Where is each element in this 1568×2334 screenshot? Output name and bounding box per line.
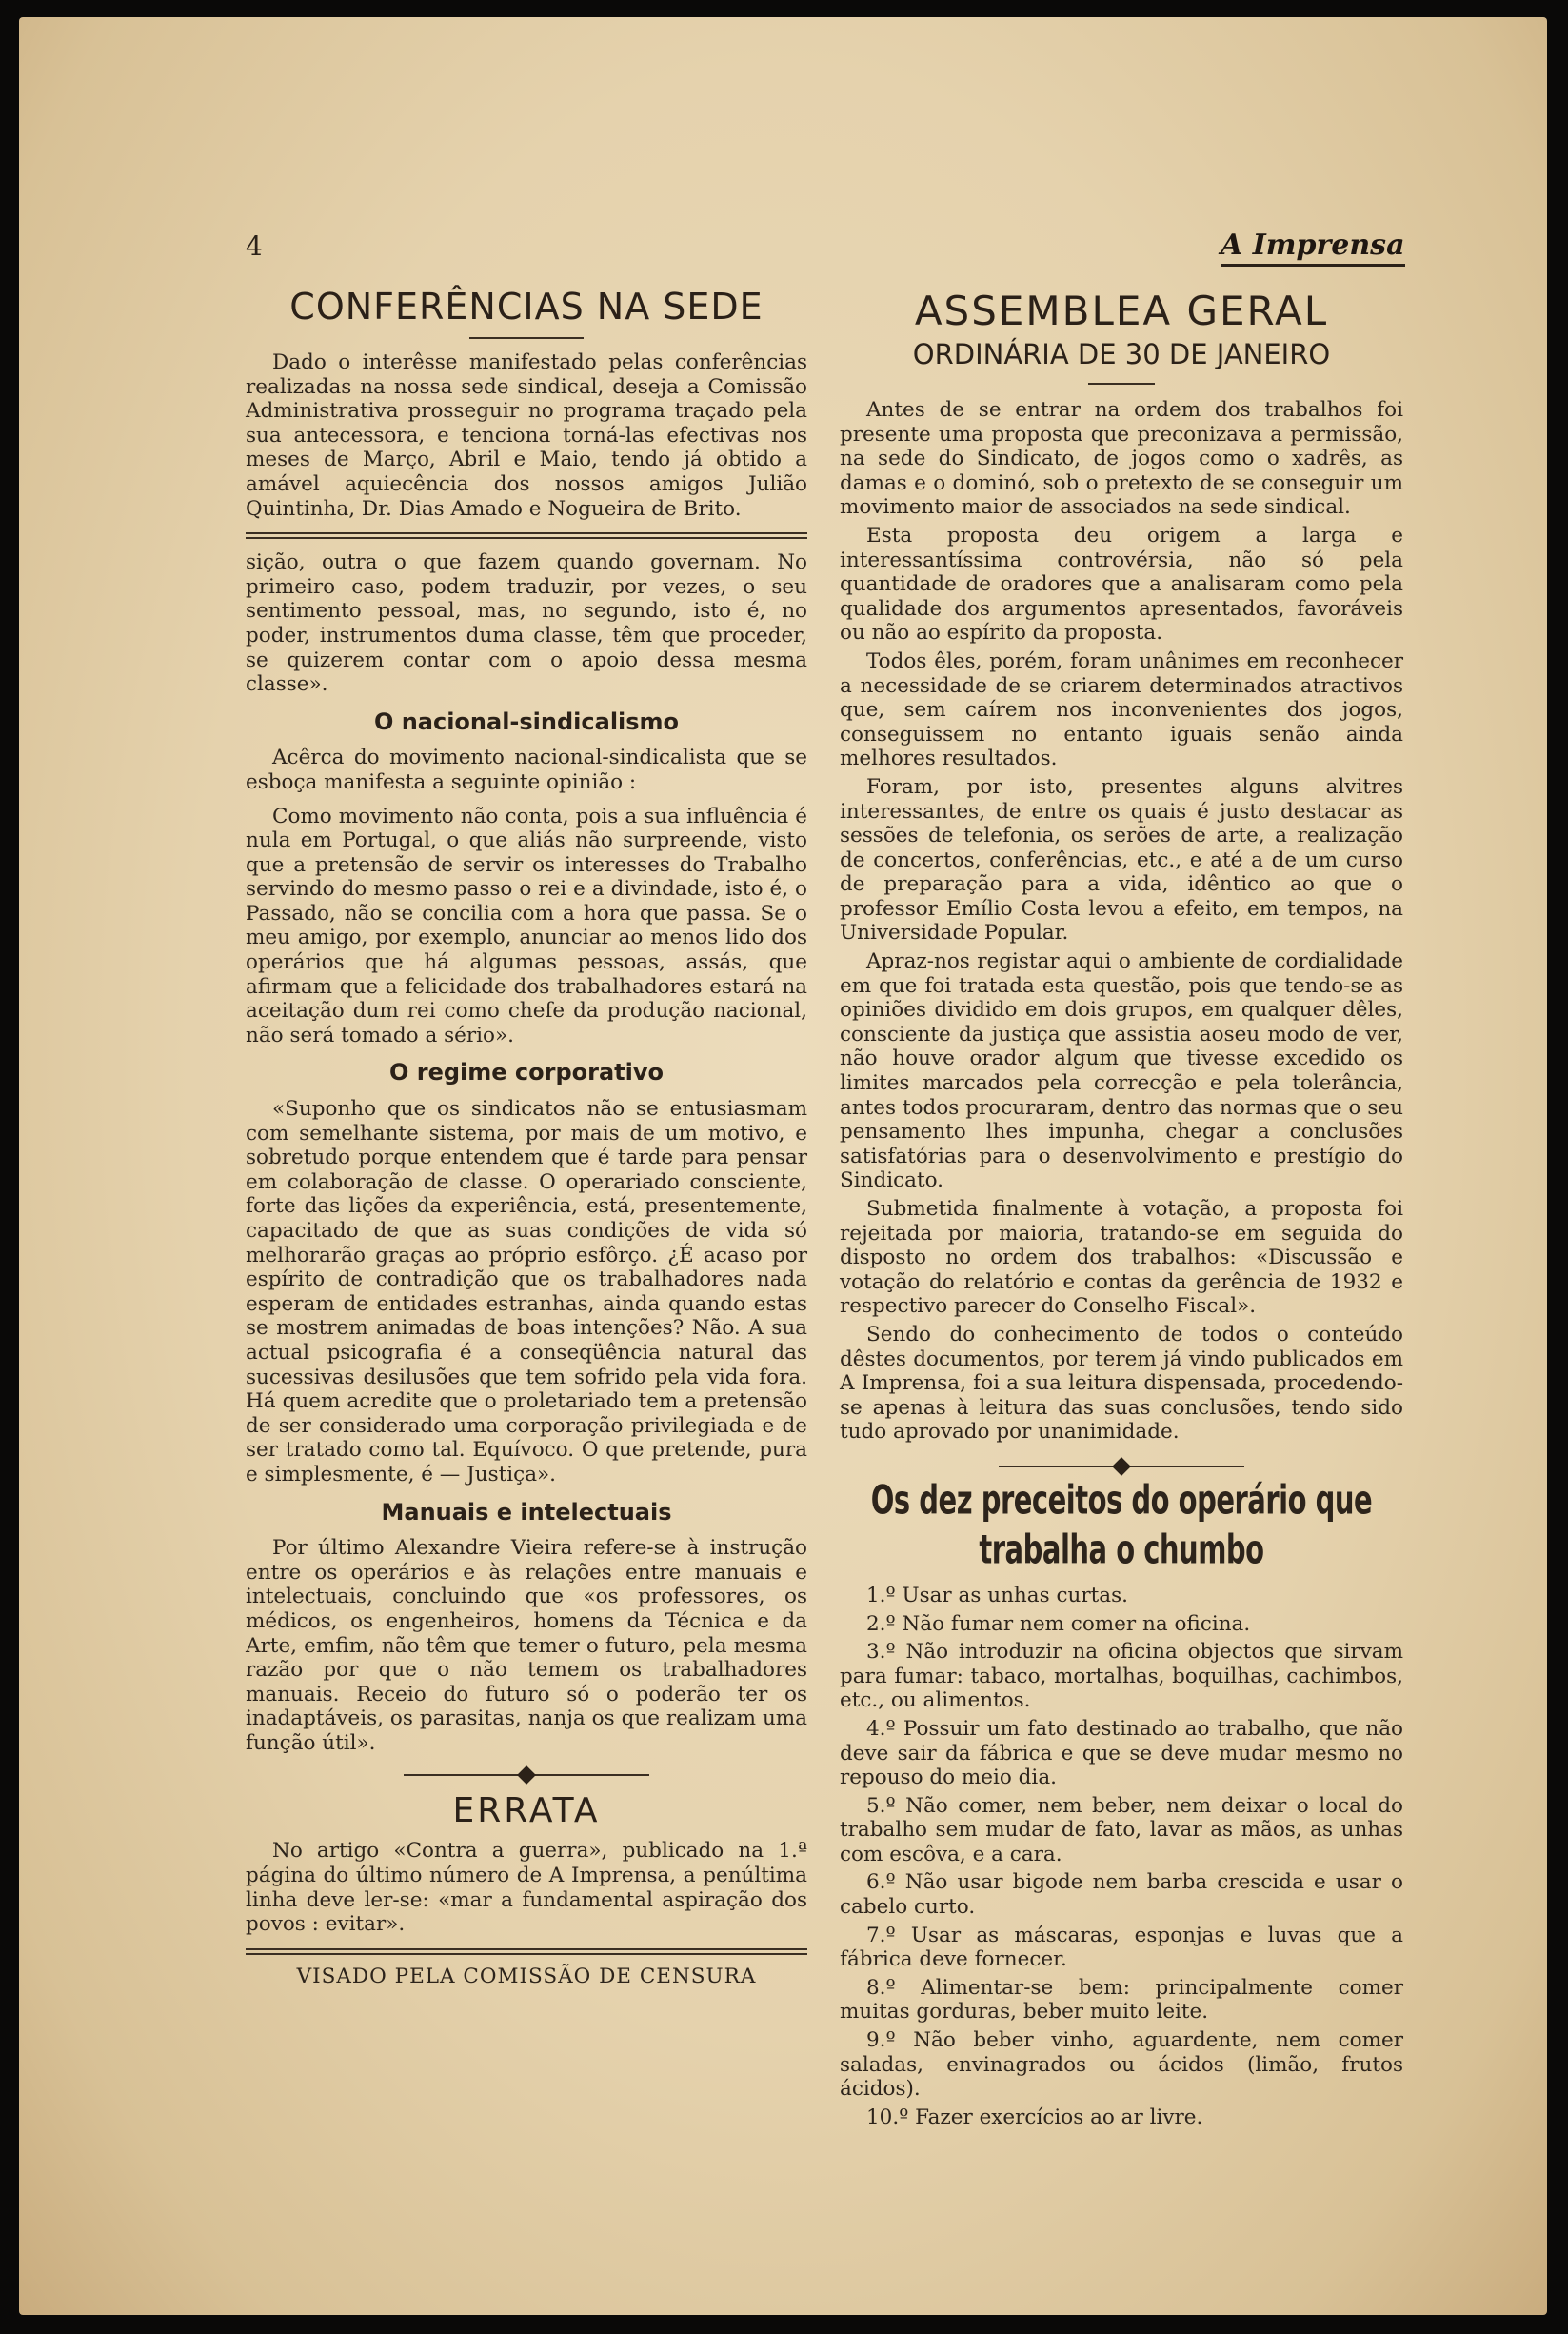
- masthead: A Imprensa: [1221, 229, 1405, 267]
- double-rule: [246, 1948, 807, 1955]
- right-column: [840, 288, 1403, 2133]
- left-column: [246, 286, 807, 1988]
- censorship-notice: VISADO PELA COMISSÃO DE CENSURA: [296, 1964, 757, 1988]
- rule-item: 10.º Fazer exercícios ao ar livre.: [866, 2105, 1203, 2129]
- assembly-report: [840, 398, 1403, 1445]
- assembly-paragraph: Todos êles, porém, foram unânimes em reconhecer a necessidade de se criarem determinados atractivos que, sem caírem nos inconvenientes dos jogos, conseguissem no entanto iguais senão ainda melhores resultados.: [840, 648, 1403, 771]
- rule-item: 1.º Usar as unhas curtas.: [866, 1583, 1128, 1607]
- rule-item: 9.º Não beber vinho, aguardente, nem comer saladas, envinagrados ou ácidos (limão, frutos ácidos).: [840, 2028, 1403, 2102]
- paragraph: «Suponho que os sindicatos não se entusiasmam com semelhante sistema, por mais de um motivo, e sobretudo porque entendem que é tarde para pensar em colaboração de classe. O operariado consciente, forte das lições da experiência, está, presentemente, capacitado de que as suas condições de vida só melhorarão graças ao próprio esfôrço. ¿É acaso por espírito de contradição que os trabalhadores nada esperam de entidades estranhas, ainda quando estas se mostrem animadas de boas intenções? Não. A sua actual psicografia é a conseqüência natural das sucessivas desilusões que tem sofrido pela vida fora. Há quem acredite que o proletariado tem a pretensão de ser considerado uma corporação privilegiada e de ser tratado como tal. Equívoco. O que pretende, pura e simplesmente, é — Justiça».: [246, 1097, 807, 1486]
- assembly-paragraph: Sendo do conhecimento de todos o conteúdo dêstes documentos, por terem já vindo publicados em A Imprensa, foi a sua leitura dispensada, procedendo-se apenas à leitura das suas conclusões, tendo sido tudo aprovado por unanimidade.: [840, 1322, 1403, 1445]
- continuation-paragraph: sição, outra o que fazem quando governam. No primeiro caso, podem traduzir, por vezes, o seu sentimento pessoal, mas, no segundo, isto é, no poder, instrumentos duma classe, têm que proceder, se quizerem contar com o apoio dessa mesma classe».: [246, 550, 807, 697]
- subheading-regime-corporativo: O regime corporativo: [389, 1059, 664, 1087]
- newspaper-page: [19, 17, 1547, 2315]
- rule-item: 4.º Possuir um fato destinado ao trabalho, que não deve sair da fábrica e que se deve mudar mesmo no repouso do meio dia.: [840, 1716, 1403, 1790]
- assembly-subtitle: ORDINÁRIA DE 30 DE JANEIRO: [912, 338, 1331, 370]
- paragraph: Como movimento não conta, pois a sua influência é nula em Portugal, o que aliás não surpreende, visto que a pretensão de servir os interesses do Trabalho servindo do mesmo passo o rei e a divindade, isto é, o Passado, não se concilia com a hora que passa. Se o meu amigo, por exemplo, anunciar ao menos lido dos operários que há algumas pessoas, assás, que afirmam que a felicidade dos trabalhadores estará na aceitação dum rei como chefe da produção nacional, não será tomado a sério».: [246, 804, 807, 1047]
- paragraph: Acêrca do movimento nacional-sindicalista que se esboça manifesta a seguinte opinião :: [246, 746, 807, 794]
- errata-title: ERRATA: [452, 1791, 601, 1831]
- paragraph: Por último Alexandre Vieira refere-se à instrução entre os operários e às relações entre manuais e intelectuais, concluindo que «os professores, os médicos, os engenheiros, homens da Técnica e da Arte, emfim, não têm que temer o futuro, pela mesma razão por que o não temem os trabalhadores manuais. Receio do futuro só o poderão ter os inadaptáveis, os parasitas, nanja os que realizam uma função útil».: [246, 1536, 807, 1755]
- errata-paragraph: No artigo «Contra a guerra», publicado na 1.ª página do último número de A Imprensa, a penúltima linha deve ler-se: «mar a fundamental aspiração dos povos : evitar».: [246, 1839, 807, 1937]
- assembly-title: ASSEMBLEA GERAL: [914, 288, 1329, 334]
- rule-item: 6.º Não usar bigode nem barba crescida e usar o cabelo curto.: [840, 1870, 1403, 1920]
- page-number: 4: [246, 230, 263, 262]
- conferences-title: CONFERÊNCIAS NA SEDE: [289, 286, 764, 328]
- rule-item: 8.º Alimentar-se bem: principalmente comer muitas gorduras, beber muito leite.: [840, 1975, 1403, 2025]
- assembly-paragraph: Foram, por isto, presentes alguns alvitres interessantes, de entre os quais é justo destacar as sessões de telefonia, os serões de arte, a realização de concertos, conferências, etc., e até a de um curso de preparação para a vida, idêntico ao que o professor Emílio Costa levou a efeito, em tempos, na Universidade Popular.: [840, 774, 1403, 946]
- subheading-manuais-intelectuais: Manuais e intelectuais: [381, 1498, 672, 1526]
- double-rule: [246, 532, 807, 539]
- lead-rules-list: [840, 1584, 1403, 2129]
- lead-rules-title: Os dez preceitos do operário que trabalha o chumbo: [870, 1476, 1373, 1573]
- conferences-paragraph: Dado o interêsse manifestado pelas conferências realizadas na nossa sede sindical, deseja a Comissão Administrativa prosseguir no programa traçado pela sua antecessora, e tenciona torná-las efectivas nos meses de Março, Abril e Maio, tendo já obtido a amável aquiecência dos nossos amigos Julião Quintinha, Dr. Dias Amado e Nogueira de Brito.: [246, 350, 807, 521]
- assembly-paragraph: Esta proposta deu origem a larga e interessantíssima controvérsia, não só pela quantidade de oradores que a analisaram como pela qualidade dos argumentos apresentados, favoráveis ou não ao espírito da proposta.: [840, 523, 1403, 646]
- title-rule: [1088, 383, 1155, 385]
- title-rule: [469, 337, 584, 339]
- rule-item: 2.º Não fumar nem comer na oficina.: [866, 1611, 1251, 1636]
- ornament-divider: [246, 1768, 807, 1782]
- ornament-divider: [840, 1460, 1403, 1473]
- rule-item: 3.º Não introduzir na oficina objectos que sirvam para fumar: tabaco, mortalhas, boquilhas, cachimbos, etc., ou alimentos.: [840, 1640, 1403, 1713]
- rule-item: 5.º Não comer, nem beber, nem deixar o local do trabalho sem mudar de fato, lavar as mãos, as unhas com escôva, e a cara.: [840, 1793, 1403, 1866]
- rule-item: 7.º Usar as máscaras, esponjas e luvas que a fábrica deve fornecer.: [840, 1923, 1403, 1972]
- subheading-nacional-sindicalismo: O nacional-sindicalismo: [373, 708, 680, 735]
- assembly-paragraph: Apraz-nos registar aqui o ambiente de cordialidade em que foi tratada esta questão, pois que tendo-se as opiniões dividido em dois grupos, em qualquer dêles, consciente da justiça que assistia aoseu modo de ver, não houve orador algum que tivesse excedido os limites marcados pela correcção e pela tolerância, antes todos procuraram, dentro das normas que o seu pensamento lhes impunha, chegar a conclusões satisfatórias para o desenvolvimento e prestígio do Sindicato.: [840, 949, 1403, 1193]
- assembly-paragraph: Antes de se entrar na ordem dos trabalhos foi presente uma proposta que preconizava a permissão, na sede do Sindicato, de jogos como o xadrês, as damas e o dominó, sob o pretexto de se conseguir um movimento maior de associados na sede sindical.: [840, 398, 1403, 520]
- assembly-paragraph: Submetida finalmente à votação, a proposta foi rejeitada por maioria, tratando-se em seguida do disposto no ordem dos trabalhos: «Discussão e votação do relatório e contas da gerência de 1932 e respectivo parecer do Conselho Fiscal».: [840, 1197, 1403, 1319]
